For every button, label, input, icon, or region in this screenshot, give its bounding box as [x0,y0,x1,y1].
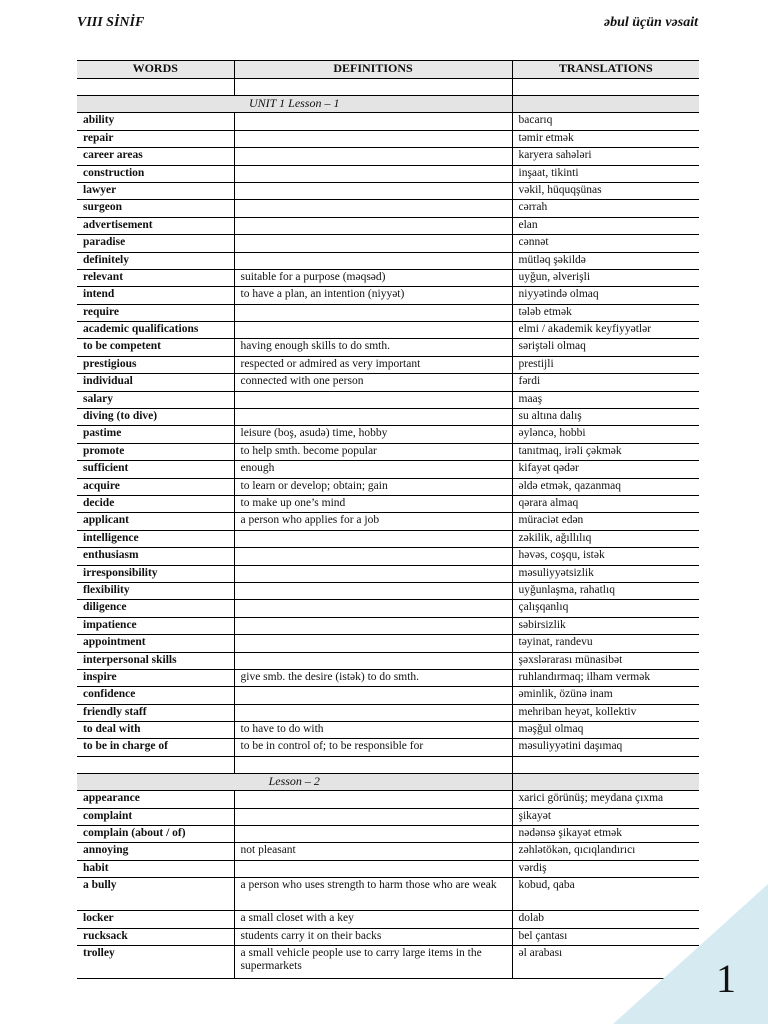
definition-cell: to have to do with [234,722,512,739]
definition-cell [234,322,512,339]
translation-cell: kobud, qaba [512,878,699,911]
translation-cell: səriştəli olmaq [512,339,699,356]
translation-cell: əl arabası [512,945,699,978]
table-row [77,339,699,356]
translation-cell: əminlik, özünə inam [512,687,699,704]
table-row [77,860,699,877]
word-cell: surgeon [77,200,234,217]
word-cell: flexibility [77,582,234,599]
word-cell: diligence [77,600,234,617]
table-row [77,565,699,582]
word-cell: to be competent [77,339,234,356]
definition-cell [234,200,512,217]
table-row [77,182,699,199]
word-cell: rucksack [77,928,234,945]
table-row [77,217,699,234]
word-cell: construction [77,165,234,182]
table-row [77,409,699,426]
table-row [77,513,699,530]
table-row [77,391,699,408]
table-row [77,443,699,460]
translation-cell: müraciət edən [512,513,699,530]
word-cell: applicant [77,513,234,530]
word-cell: advertisement [77,217,234,234]
translation-cell: vəkil, hüquqşünas [512,182,699,199]
definition-cell: a small closet with a key [234,911,512,928]
table-row [77,426,699,443]
section-title: UNIT 1 Lesson – 1 [77,96,512,113]
word-cell: irresponsibility [77,565,234,582]
table-row [77,269,699,286]
translation-cell: xarici görünüş; meydana çıxma [512,791,699,808]
translation-cell: qərara almaq [512,495,699,512]
table-row [77,165,699,182]
table-row [77,287,699,304]
word-cell: complaint [77,808,234,825]
translation-cell: fərdi [512,374,699,391]
translation-cell: cərrah [512,200,699,217]
table-row [77,374,699,391]
definition-cell: respected or admired as very important [234,356,512,373]
definition-cell [234,791,512,808]
word-cell: trolley [77,945,234,978]
translation-cell: təmir etmək [512,130,699,147]
translation-cell: məşğul olmaq [512,722,699,739]
definition-cell [234,548,512,565]
definition-cell [234,687,512,704]
definition-cell [234,808,512,825]
table-row [77,687,699,704]
translation-cell: elmi / akademik keyfiyyətlər [512,322,699,339]
definition-cell [234,635,512,652]
section-title: Lesson – 2 [77,773,512,790]
table-row [77,928,699,945]
table-row [77,617,699,634]
definition-cell: to be in control of; to be responsible for [234,739,512,756]
table-row [77,878,699,911]
vocabulary-table [77,60,699,979]
word-cell: relevant [77,269,234,286]
translation-cell: cənnət [512,235,699,252]
word-cell: prestigious [77,356,234,373]
translation-cell: su altına dalış [512,409,699,426]
table-row [77,826,699,843]
translation-cell: mehriban heyət, kollektiv [512,704,699,721]
definition-cell: leisure (boş, asudə) time, hobby [234,426,512,443]
word-cell: locker [77,911,234,928]
word-cell: acquire [77,478,234,495]
translation-cell: niyyətində olmaq [512,287,699,304]
translation-cell: şəxslərarası münasibət [512,652,699,669]
table-row [77,304,699,321]
word-cell: intelligence [77,530,234,547]
translation-cell: həvəs, coşqu, istək [512,548,699,565]
word-cell: pastime [77,426,234,443]
word-cell: enthusiasm [77,548,234,565]
definition-cell [234,617,512,634]
translation-cell: təyinat, randevu [512,635,699,652]
page-number: 1 [716,956,736,1001]
table-row [77,200,699,217]
word-cell: impatience [77,617,234,634]
definition-cell: a small vehicle people use to carry large items in the supermarkets [234,945,512,978]
translation-cell: məsuliyyətini daşımaq [512,739,699,756]
definition-cell [234,860,512,877]
table-header-row [77,61,699,79]
definition-cell [234,252,512,269]
definition-cell [234,409,512,426]
definition-cell: to help smth. become popular [234,443,512,460]
definition-cell: enough [234,461,512,478]
translation-cell: çalışqanlıq [512,600,699,617]
definition-cell: to learn or develop; obtain; gain [234,478,512,495]
word-cell: intend [77,287,234,304]
section-heading-row [77,773,699,790]
word-cell: complain (about / of) [77,826,234,843]
word-cell: individual [77,374,234,391]
definition-cell [234,182,512,199]
table-row [77,722,699,739]
table-row [77,791,699,808]
definition-cell [234,652,512,669]
definition-cell [234,600,512,617]
word-cell: habit [77,860,234,877]
definition-cell [234,148,512,165]
table-row [77,635,699,652]
table-row [77,669,699,686]
definition-cell [234,217,512,234]
word-cell: friendly staff [77,704,234,721]
table-row [77,130,699,147]
word-cell: diving (to dive) [77,409,234,426]
table-row [77,911,699,928]
translation-cell: dolab [512,911,699,928]
grade-label: VIII SİNİF [77,15,145,30]
word-cell: confidence [77,687,234,704]
table-row [77,704,699,721]
definition-cell [234,304,512,321]
translation-cell: uyğunlaşma, rahatlıq [512,582,699,599]
definition-cell [234,391,512,408]
translation-cell: karyera sahələri [512,148,699,165]
translation-cell: zəhlətökən, qıcıqlandırıcı [512,843,699,860]
definition-cell: not pleasant [234,843,512,860]
translation-cell: səbirsizlik [512,617,699,634]
definition-cell [234,530,512,547]
col-header-words: WORDS [77,61,234,79]
table-row [77,356,699,373]
word-cell: annoying [77,843,234,860]
translation-cell: prestijli [512,356,699,373]
word-cell: career areas [77,148,234,165]
table-row [77,235,699,252]
definition-cell: connected with one person [234,374,512,391]
definition-cell: having enough skills to do smth. [234,339,512,356]
table-row [77,461,699,478]
translation-cell: əldə etmək, qazanmaq [512,478,699,495]
definition-cell [234,165,512,182]
definition-cell [234,582,512,599]
table-row [77,945,699,978]
table-row [77,252,699,269]
definition-cell [234,130,512,147]
translation-cell: mütləq şəkildə [512,252,699,269]
table-row [77,495,699,512]
translation-cell: elan [512,217,699,234]
definition-cell [234,113,512,130]
translation-cell: şikayət [512,808,699,825]
translation-cell: inşaat, tikinti [512,165,699,182]
definition-cell: give smb. the desire (istək) to do smth. [234,669,512,686]
word-cell: to deal with [77,722,234,739]
word-cell: paradise [77,235,234,252]
definition-cell [234,235,512,252]
translation-cell: uyğun, əlverişli [512,269,699,286]
col-header-definitions: DEFINITIONS [234,61,512,79]
table-body [77,79,699,979]
spacer-row [77,756,699,773]
table-row [77,582,699,599]
word-cell: definitely [77,252,234,269]
translation-cell: ruhlandırmaq; ilham vermək [512,669,699,686]
spacer-row [77,79,699,96]
translation-cell: bacarıq [512,113,699,130]
definition-cell [234,826,512,843]
translation-cell: vərdiş [512,860,699,877]
definition-cell: a person who uses strength to harm those who are weak [234,878,512,911]
translation-cell: bel çantası [512,928,699,945]
table-row [77,530,699,547]
word-cell: repair [77,130,234,147]
table-row [77,739,699,756]
word-cell: lawyer [77,182,234,199]
table-row [77,113,699,130]
word-cell: require [77,304,234,321]
definition-cell: suitable for a purpose (məqsəd) [234,269,512,286]
word-cell: salary [77,391,234,408]
translation-cell: tanıtmaq, irəli çəkmək [512,443,699,460]
word-cell: a bully [77,878,234,911]
translation-cell: nədənsə şikayət etmək [512,826,699,843]
word-cell: promote [77,443,234,460]
table-row [77,843,699,860]
word-cell: appearance [77,791,234,808]
manual-title: əbul üçün vəsait [603,15,698,30]
translation-cell: tələb etmək [512,304,699,321]
table-row [77,652,699,669]
translation-cell: zəkilik, ağıllılıq [512,530,699,547]
word-cell: decide [77,495,234,512]
table-row [77,148,699,165]
word-cell: ability [77,113,234,130]
table-row [77,478,699,495]
definition-cell: a person who applies for a job [234,513,512,530]
definition-cell: to have a plan, an intention (niyyət) [234,287,512,304]
section-heading-row [77,96,699,113]
translation-cell: əyləncə, hobbi [512,426,699,443]
translation-cell: maaş [512,391,699,408]
definition-cell [234,704,512,721]
col-header-translations: TRANSLATIONS [512,61,699,79]
translation-cell: kifayət qədər [512,461,699,478]
table-row [77,600,699,617]
word-cell: interpersonal skills [77,652,234,669]
word-cell: academic qualifications [77,322,234,339]
word-cell: inspire [77,669,234,686]
table-row [77,808,699,825]
definition-cell: to make up one’s mind [234,495,512,512]
table-row [77,322,699,339]
definition-cell: students carry it on their backs [234,928,512,945]
word-cell: sufficient [77,461,234,478]
word-cell: to be in charge of [77,739,234,756]
word-cell: appointment [77,635,234,652]
definition-cell [234,565,512,582]
table-row [77,548,699,565]
translation-cell: məsuliyyətsizlik [512,565,699,582]
